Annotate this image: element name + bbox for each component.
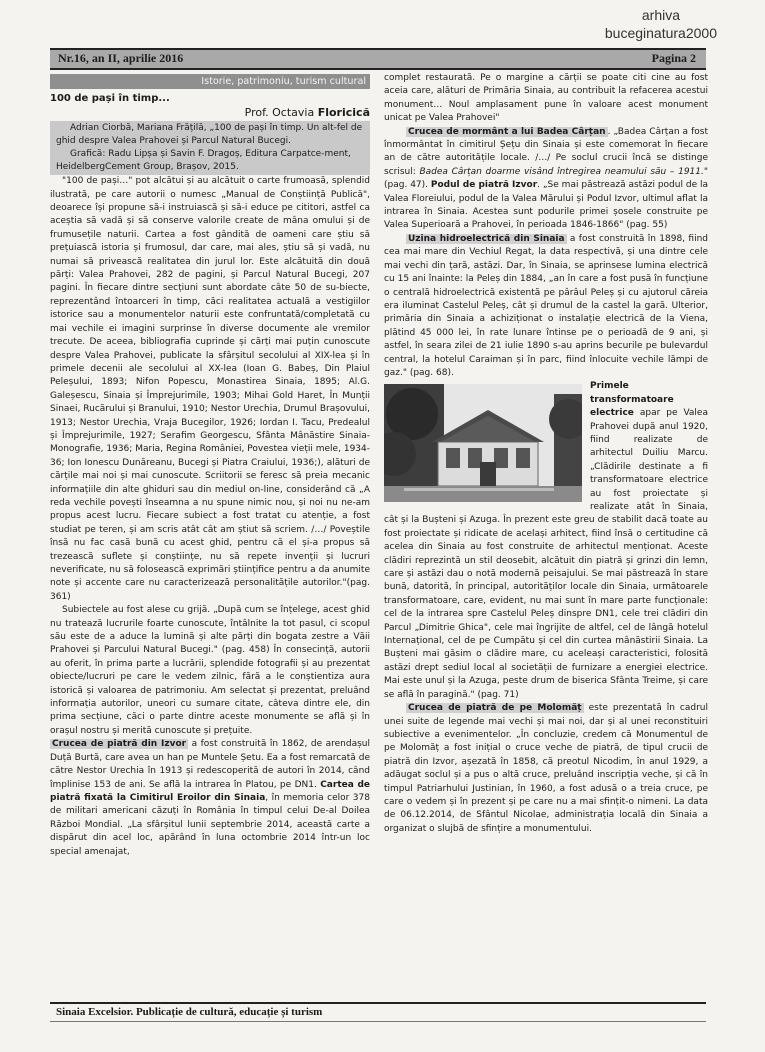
right-column xyxy=(384,72,708,836)
section-rubric: Istorie, patrimoniu, turism cultural xyxy=(50,74,370,89)
article-author xyxy=(50,106,370,119)
issue-label: Nr.16, an II, aprilie 2016 xyxy=(58,51,184,65)
paragraph-badea-cartan: Crucea de mormânt a lui Badea Cârțan . „Badea Cârțan a fost înmormântat în cimitirul Șețu din Sinaia și este comemorat în fiecare an de către autoritățile locale. /…/ Pe soclul crucii încă se distinge scrisul: Badea Cârțan doarme visând întregirea neamului său – 1911."(pag. 47). Podul de piatră Izvor. „Se mai păstrează astăzi podul de la Valea Floreiului, podul de la Valea Mărului și Podul Izvor, ultimul aflat la intrarea în Sinaia. Acestea sunt podurile primei șosele construite pe Valea Superioară a Prahovei, în perioada 1846-1866" (pag. 55) xyxy=(384,126,709,231)
highlight-badea-cartan: Crucea de mormânt a lui Badea Cârțan xyxy=(408,126,606,137)
paragraph-intro: "100 de pași…" pot alcătui și au alcătuit o carte frumoasă, splendid ilustrată, pe care autorii o numesc „Manual de Conștiință Publică", deoarece își propune să-i instruiască și să-i educe pe cititori, astfel ca aceștia să vadă și să conserve valorile create de mâna omului și de frumusețile naturii. Cartea a fost gândită de oameni care știu să prețuiască istoria și frumosul, dar care, mai ales, știu să și vadă, nu numai să privească realitatea din jurul lor. Este alcătuită din două părți: Valea Prahovei, 282 de pagini, și Parcul Natural Bucegi, 207 pagini. În fiecare dintre secțiuni sunt abordate câte 50 de su-biecte, reprezentând întoarceri în timp, căci realitatea actuală a vestigiilor istorice sau a monumentelor naturii este confruntată/completată cu mai vechile ei imagini surprinse în diverse documente ale vremilor trecute. De aceea, bibliografia cuprinde și cărți mai puțin cunoscute despre Valea Prahovei, publicate la sfârșitul secolului al XIX-lea și în primele decenii ale secolului al XX-lea (Ioan G. Babeș, Din Plaiul Peleșului, 1893; Nifon Popescu, Monastirea Sinaia, 1895; Al.G. Galeșescu, Sinaia și Împrejurimile, 1903; Mihai Gold Haret, În Munții Sinaei, Rucărului și Branului, 1910; Nestor Urechia, Drumul Brașovului, 1913; Nestor Urechia, Vraja Bucegilor, 1926; Iordan I. Tacu, Predealul și Împrejurimile, 1927; Serafim Georgescu, Sfânta Mânăstire Sinaia-Monografie, 1936; Maria, Regina României, Povestea vieții mele, 1934-36; Ion Ionescu Dunăreanu, Bucegi și Piatra Craiului, 1936;), alături de cărțile mai noi și mai cunoscute. Scriitorii se feresc să preia mecanic informațiile din alte ghiduri sau din mediul on-line, considerând că „A reda vechile povești înseamna a nu spune nimic nou, și noi nu ne-am propus acest lucru. Fiecare subiect a fost tratat cu atenție, a fost studiat pe teren, și am scris atât cât am știut să scriem. /…/ Poveștile însă nu fac casă bună cu acest ghid, pentru că el și-a propus să trezească suflete și conștiințe, nu să repete invenții și lucruri neverificate, nu să folosească exprimări științifice pentru a da anumite note și accente care nu caracterizează personalitățile autorilor."(pag. 361) xyxy=(50,176,370,602)
bold-stone-book: Cartea de piatră fixată la Cimitirul Eroilor din Sinaia xyxy=(50,779,370,803)
watermark-line2: buceginatura2000 xyxy=(604,25,717,41)
paragraph-subjects: Subiectele au fost alese cu grijă. „După cum se înțelege, acest ghid nu tratează lucrurile foarte cunoscute, întâlnite la tot pasul, ci scopul său este de a aduce la lumină și alte părți din bogata zestre a Văii Prahovei și Parcului Natural Bucegi." (pag. 458) În consecință, autorii au oferit, în prima parte a lucrării, splendide fotografii și au prezentat obiecte/lucruri pe care le vedem zilnic, fără a le conștientiza aura istorică și valoarea de patrimoniu. Am selectat și prezentat, preluând informația autorilor, uneori cu sumare citate, câteva dintre ele, din prima secțiune, căci o parte dintre aceste monumente se află și în orașul nostru și merită cunoscute și prețuite. xyxy=(50,605,370,736)
page-header xyxy=(50,48,706,70)
page-number: Pagina 2 xyxy=(651,51,696,65)
transformer-building-photo xyxy=(384,384,582,502)
archive-watermark xyxy=(605,6,717,42)
book-graphics-line: Grafică: Radu Lipșa și Savin F. Dragoș, Editura Carpatce-ment, HeidelbergCement Group, Brașov, 2015. xyxy=(56,149,351,173)
footer-publication: Sinaia Excelsior. Publicație de cultură, educație și turism xyxy=(56,1006,323,1018)
paragraph-izvor-cross: Crucea de piatră din Izvor a fost construită în 1862, de arendașul Duță Burtă, care avea un han pe Muntele Șetu. Ea a fost remarcată de către Nestor Urechia în 1913 și redescoperită de autori în 2014, când împlinise 153 de ani. Se află la intrarea în Platou, pe DN1. Cartea de piatră fixată la Cimitirul Eroilor din Sinaia, în memoria celor 378 de militari americani căzuți în România în timpul celui De-al Doilea Război Mondial. „La sfârșitul lunii septembrie 2014, această carte a dispărut din acel loc, apărând în luna octombrie 2014 într-un loc special amenajat, xyxy=(50,739,371,857)
highlight-molomat-cross: Crucea de piatră de pe Molomăț xyxy=(408,703,582,714)
highlight-izvor-cross: Crucea de piatră din Izvor xyxy=(52,739,187,750)
bold-izvor-bridge: Podul de piatră Izvor xyxy=(430,180,538,191)
book-reference-line: Adrian Ciorbă, Mariana Frățilă, „100 de pași în timp. Un alt-fel de ghid despre Valea Prahovei și Parcul Natural Bucegi. xyxy=(56,123,363,147)
transformer-building-illustration xyxy=(384,384,582,502)
author-prefix: Prof. Octavia xyxy=(244,105,315,119)
author-name: Floricică xyxy=(317,105,370,119)
paragraph-hydro-plant: Uzina hidroelectrică din Sinaia a fost construită în 1898, fiind cea mai mare din Vechiul Regat, la data respectivă, și una dintre cele mai vechi din țară, astăzi. Dar, în Sinaia, se aprinsese lumina electrică cu 15 ani înainte: la Peleș din 1884, „an în care a fost pusă în funcțiune o centrală hidroelectrică existentă pe pârâul Peleș și cu ajutorul căreia era iluminat Castelul Peleș, cât și drumul de la castel la gară. Ulterior, primăria din Sinaia a achiziționat o instalație electrică de la Viena, plătind 45 000 lei, în rate lunare întinse pe o perioadă de 9 ani, și astfel, în seara zilei de 21 iulie 1890 s-au aprins becurile pe bulevardul central, la hotelul Caraiman și în parc, fiind înlocuite vechile lămpi de gaz." (pag. 68). xyxy=(384,233,708,378)
paragraph-transformers: Primele transformatoare electrice apar pe Valea Prahovei după anul 1920, fiind realizate de arhitectul Duiliu Marcu. „Clădirile destinate a fi transformatoare electrice au fost proiectate și realizate atât în Sinaia, cât și la Bușteni și Azuga. În prezent este greu de stabilit dacă toate au fost proiectate și ridicate de același arhitect, fiind însă o certitudine că acelea din Sinaia au fost construite de arhitectul menționat. Aceste clădiri reprezintă un stil deosebit, alcătuit din piatră și grinzi din lemn, care și astăzi dau o notă modernă peisajului. Se mai păstrează în stare bună, datorită, în principal, autorităților locale din Sinaia, următoarele transformatoare, care, evident, nu mai sunt în mare parte funcționale: cel de la intrarea spre Castelul Peleș dinspre DN1, cele trei clădiri din Parcul „Dimitrie Ghica", cele mai îngrijite de altfel, cel de lângă hotelul Internațional, cel de pe Cumpătu și cel din curtea mânăstirii Sinaia. La Bușteni mai găsim o clădire mare, cu aceleași caracteristici, folosită astăzi drept sediul local al societății de furnizare a energiei electrice. Mai este unul și la Azuga, peste drum de biserica Sfânta Treime, și care se află în paragină." (pag. 71) xyxy=(384,381,708,700)
bold-transformers: Primele transformatoare electrice xyxy=(590,381,674,419)
paragraph-molomat-cross: Crucea de piatră de pe Molomăț este prezentată în cadrul unei suite de legende mai vechi și mai noi, dar și al unei reconstituiri subiective a evenimentelor. „În concluzie, credem că Monumentul de pe Molomăț a fost inițial o cruce veche de piatră, de tipul crucii de piatră din Izvor, așezată în 1858, că preotul Nicodim, în anul 1929, a adăugat soclul și a pus o altă cruce, preluând inscripția veche, și că în timpul Patriarhului Justinian, în 1960, a fost adusă o a treia cruce, pe care o vedem și în prezent și pe care nu a mai sfințit-o nimeni. La data de 06.12.2014, de Sfântul Nicolae, administrația locală din Sinaia a organizat o slujbă de sfințire a monumentului. xyxy=(384,703,709,834)
inscription-quote: Badea Cârțan doarme visând întregirea neamului său – 1911. xyxy=(419,166,704,177)
left-column xyxy=(50,72,370,859)
highlight-hydro-plant: Uzina hidroelectrică din Sinaia xyxy=(408,233,565,244)
page-footer xyxy=(50,1002,706,1022)
paragraph-restored: complet restaurată. Pe o margine a cărții se poate citi cine au fost aceia care, alături de Primăria Sinaia, au contribuit la refacerea acestui monument… Noul amplasament pune în valoare acest monument unicat pe Valea Prahovei" xyxy=(384,73,708,124)
watermark-line1: arhiva xyxy=(641,7,681,23)
article-title: 100 de pași în timp... xyxy=(50,93,170,105)
book-reference-box xyxy=(50,121,370,175)
